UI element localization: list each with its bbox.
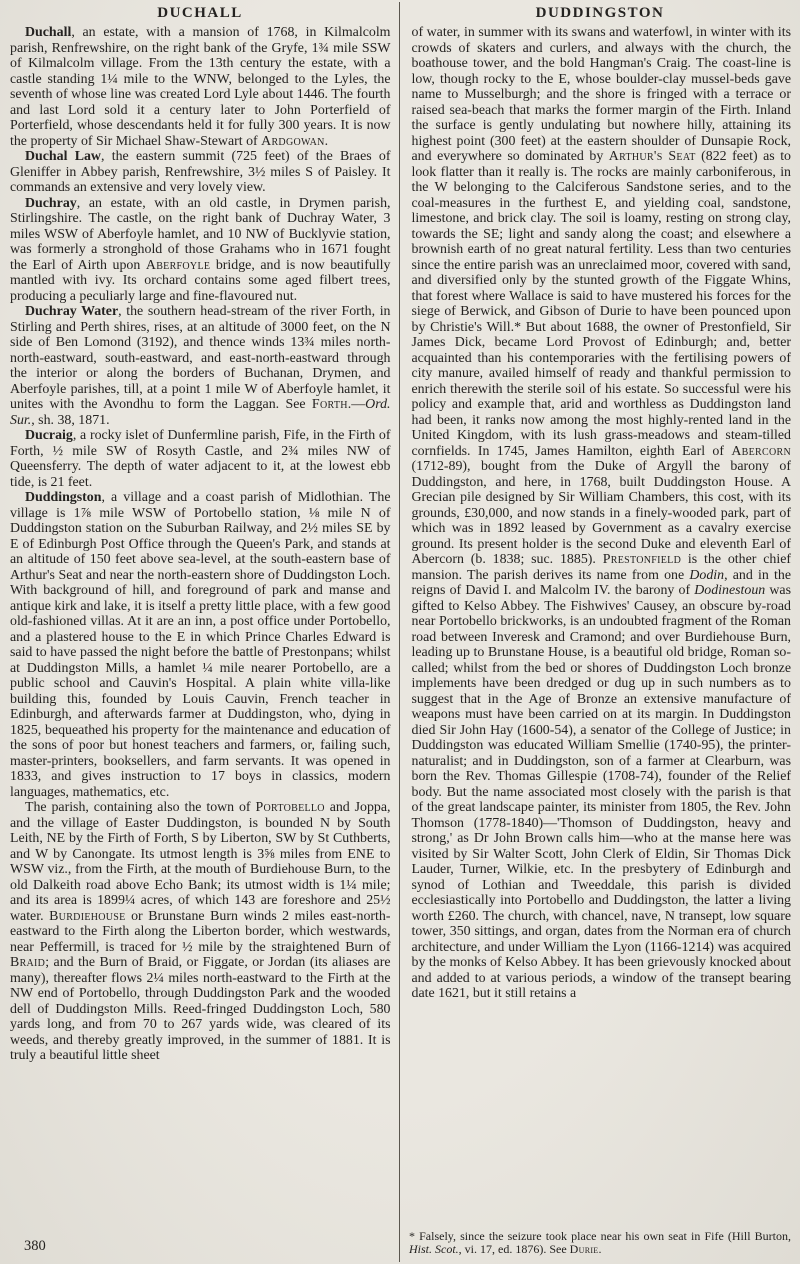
- text-run: The parish, containing also the town of: [25, 800, 256, 815]
- page-number: 380: [24, 1238, 46, 1254]
- text-run: Dodin: [689, 567, 725, 583]
- text-run: Dodinestoun: [694, 583, 766, 598]
- text-run: is the other chief mansion. The parish derives its name from one: [411, 552, 791, 583]
- text-run: Prestonfield: [602, 552, 682, 567]
- paragraph: [10, 490, 391, 800]
- running-heads: [0, 0, 800, 22]
- text-run: Arthur's Seat: [608, 149, 696, 164]
- text-columns: [0, 22, 800, 1222]
- footnote: [409, 1230, 791, 1257]
- text-run: Ardgowan: [261, 133, 325, 149]
- text-run: , a village and a coast parish of Midlothian. The village is 1⅞ mile WSW of Portobello station, ⅛ mile N of Duddingston station on the Suburban Railway, and 2½ miles SE by E of Edinburgh Post Office through the Queen's Park, and stands at an altitude of 150 feet above sea-level, at the south-eastern base of Arthur's Seat and near the north-eastern shore of Duddingston Loch. With background of hill, and foreground of park and manse and antique kirk and lake, it is itself a pretty little place, with a few good old-fashioned villas. At it are an inn, a post office under Portobello, and a plastered house to the E in which Prince Charles Edward is said to have passed the night before the battle of Prestonpans; whilst at Duddingston Mills, a hamlet ¼ mile nearer Portobello, are a public school and Cauvin's Hospital. A plain white villa-like building this, founded by Louis Cauvin, French teacher in Edinburgh, and afterwards farmer at Duddingston, who, dying in 1825, bequeathed his property for the maintenance and education of the sons of poor but honest teachers and farmers, or, failing such, master-printers, booksellers, and farm servants. It was opened in 1833, and gives instruction to 17 boys in classics, modern languages, mathematics, etc.: [10, 490, 391, 800]
- text-run: Forth: [311, 397, 348, 412]
- text-run: Duchal Law: [25, 149, 101, 164]
- text-run: Duchall: [25, 25, 72, 40]
- running-head-right: DUDDINGSTON: [535, 5, 665, 21]
- text-run: was gifted to Kelso Abbey. The Fishwives' Causey, an obscure by-road near Portobello brickworks, is an undoubted fragment of the Roman road between Inveresk and Cramond; and over Burdiehouse Burn, leading up to Brunstane House, is a beautiful old bridge, Roman so-called; whilst from the bed or shores of Duddingston Loch bronze implements have been dredged or dug up in such numbers as to suggest that in the Age of Bronze an extensive manufacture of weapons must have been carried on at its margin. In Duddingston died Sir John Hay (1600-54), a senator of the College of Justice; in Duddingston was educated William Smellie (1740-95), the printer-naturalist; and in Duddingston, son of a farmer at Clearburn, was born the Rev. Thomas Gillespie (1708-74), founder of the Relief body. But the name associated most closely with the parish is that of the great landscape painter, its minister from 1805, the Rev. John Thomson (1778-1840)—'Thomson of Duddingston, heavy and strong,' as Dr John Brown calls him—who at the manse here was visited by Sir Walter Scott, John Clerk of Eldin, Sir Thomas Dick Lauder, Turner, Wilkie, etc. In the presbytery of Edinburgh and synod of Lothian and Tweeddale, this parish is divided ecclesiastically into Portobello and Duddingston, the latter a living worth £260. The church, with chancel, nave, N transept, low square tower, 350 sittings, and organ, dates from the Norman era of church architecture, and under William the Lyon (1166-1214) was acquired by the monks of Kelso Abbey. It has been grievously knocked about and added to at various periods, a window of the transept bearing date 1621, but it still retains a: [411, 583, 792, 1001]
- paragraph: [10, 428, 391, 490]
- text-run: Ducraig: [25, 428, 73, 443]
- text-run: (822 feet) as to look flatter than it really is. The rocks are mainly carboniferous, in the W belonging to the Calciferous Sandstone series, and to the coal-measures in the furthest E, and yielding coal, sandstone, limestone, and brick clay. The soil is loamy, resting on strong clay, towards the SE; light and sandy along the coast; and elsewhere a brownish earth of no great natural fertility. Less than two centuries since the entire parish was an unreclaimed moor, covered with sand, and diversified only by the stunted growth of the Figgate Whins, that forest where Wallace is said to have mustered his forces for the siege of Berwick, and Gibson of Durie to have been pounced upon by Christie's Will.* But about 1688, the owner of Prestonfield, Sir James Dick, became Lord Provost of Edinburgh; and, better acquainted than his contemporaries with the fertilising powers of city manure, availed himself of ready and thankful permission to enrich therewith the sterile soil of his estate. So successful were his policy and example that, arid and worthless as Duddingston land had been, it ranks now among the most highly-rented land in the United Kingdom, with its lush grass-meadows and steam-tilled cornfields. In 1745, James Hamilton, eighth Earl of: [411, 149, 791, 459]
- column-right: [401, 25, 792, 1222]
- paragraph: [10, 25, 391, 149]
- text-run: Abercorn: [731, 443, 791, 459]
- column-divider-rule: [399, 2, 400, 1262]
- text-run: Hist. Scot.: [409, 1242, 459, 1257]
- text-run: and Joppa, and the village of Easter Duddingston, is bounded N by South Leith, NE by the Firth of Forth, S by Liberton, SW by St Cuthberts, and W by Canongate. Its utmost length is 3⅝ miles from ENE to WSW viz., from the Firth, at the mouth of Burdiehouse Burn, to the old Dalkeith road above Echo Bank; its utmost width is 1¼ mile; and its area is 1899¼ acres, of which 143 are foreshore and 25½ water.: [10, 800, 391, 924]
- paragraph: [10, 800, 391, 1064]
- text-run: Duchray Water: [25, 304, 119, 319]
- text-run: of water, in summer with its swans and waterfowl, in winter with its crowds of skaters and curlers, and always with the church, the boathouse tower, and the bold Hangman's Craig. The coast-line is low, though rocky to the E, whose boulder-clay mussel-beds gave name to Musselburgh; and the shore is fringed with a terrace or raised sea-beach that marks the former margin of the Firth. Inland the surface is gently undulating but nowhere hilly, attaining its highest point (300 feet) at the eastern shoulder of Dunsapie Rock, and everywhere so dominated by: [411, 25, 791, 164]
- text-run: Burdiehouse: [49, 908, 126, 924]
- running-head-left: DUCHALL: [157, 5, 243, 21]
- paragraph: [10, 196, 391, 305]
- text-run: ; and the Burn of Braid, or Figgate, or Jordan (its aliases are many), thereafter flows 2¼ miles north-eastward to the Firth at the NW end of Portobello, through Duddingston Park and the wooded dell of Duddingston Mills. Reed-fringed Duddingston Loch, 580 yards long, and from 70 to 267 yards wide, was cleared of its weeds, and thereby greatly improved, in the summer of 1881. It is truly a beautiful little sheet: [10, 955, 391, 1063]
- text-run: .—: [347, 397, 366, 412]
- paragraph: [409, 1230, 791, 1257]
- text-run: Aberfoyle: [145, 257, 211, 273]
- column-left: [10, 25, 401, 1222]
- paragraph: [10, 304, 391, 428]
- text-run: , vi. 17, ed. 1876). See: [458, 1242, 570, 1257]
- text-run: or Brunstane Burn winds 2 miles east-north-eastward to the Firth along the Liberton border, which westwards, near Peffermill, is traced for ½ mile by the straightened Burn of: [10, 908, 391, 955]
- text-run: .: [324, 133, 329, 149]
- text-run: .: [598, 1242, 602, 1257]
- text-run: Braid: [10, 955, 46, 970]
- text-run: , an estate, with a mansion of 1768, in Kilmalcolm parish, Renfrewshire, on the right bank of the Gryfe, 1¾ mile SSW of Kilmalcolm village. From the 13th century the estate, with a castle standing 1¼ mile to the WNW, belonged to the Lyles, the seventh of whose line was created Lord Lyle about 1446. The fourth and last Lord sold it a century later to John Porterfield of Porterfield, whose descendants held it for fully 300 years. It is now the property of Sir Michael Shaw-Stewart of: [10, 25, 391, 149]
- text-run: (1712-89), bought from the Duke of Argyll the barony of Duddingston, and here, in 1768, built Duddingston House. A Grecian pile designed by Sir William Chambers, this cost, with its grounds, £30,000, and now stands in a finely-wooded park, part of which was in 1892 leased by Government as a cavalry exercise ground. Its present holder is the second Duke and eleventh Earl of Abercorn (b. 1838; suc. 1885).: [411, 459, 791, 567]
- paragraph: [10, 149, 391, 196]
- text-run: , the eastern summit (725 feet) of the Braes of Gleniffer in Abbey parish, Renfrewshire, 3½ miles S of Paisley. It commands an extensive and very lovely view.: [10, 149, 391, 195]
- text-run: , and in the reigns of David I. and Malcolm IV. the barony of: [411, 567, 791, 598]
- text-run: Portobello: [255, 800, 325, 815]
- text-run: , an estate, with an old castle, in Drymen parish, Stirlingshire. The castle, on the right bank of Duchray Water, 3 miles WSW of Aberfoyle hamlet, and 10 NW of Bucklyvie station, was formerly a stronghold of those Grahams who in 1671 fought the Earl of Airth upon: [10, 195, 391, 273]
- text-run: bridge, and is now beautifully mantled with ivy. Its orchard contains some aged filbert trees, producing a peculiarly large and fine-flavoured nut.: [10, 257, 391, 304]
- paragraph: [412, 25, 792, 1002]
- text-run: Duchray: [25, 195, 77, 211]
- text-run: Duddingston: [25, 490, 102, 505]
- text-run: , sh. 38, 1871.: [31, 412, 110, 428]
- text-run: Ord. Sur.: [10, 397, 391, 428]
- text-run: , a rocky islet of Dunfermline parish, Fife, in the Firth of Forth, ½ mile SW of Rosyth Castle, and 2¾ miles NW of Queensferry. The depth of water adjacent to it, at the lowest ebb tide, is 21 feet.: [10, 428, 391, 490]
- text-run: Durie: [569, 1242, 599, 1257]
- text-run: * Falsely, since the seizure took place near his own seat in Fife (Hill Burton,: [409, 1228, 791, 1243]
- text-run: , the southern head-stream of the river Forth, in Stirling and Perth shires, rises, at an altitude of 3000 feet, on the N side of Ben Lomond (3192), and thence winds 13¾ miles north-north-eastward, south-eastward, and east-north-eastward through the interior or along the borders of Buchanan, Drymen, and Aberfoyle parishes, till, at a point 1 mile W of Aberfoyle hamlet, it unites with the Avondhu to form the Laggan. See: [10, 304, 391, 412]
